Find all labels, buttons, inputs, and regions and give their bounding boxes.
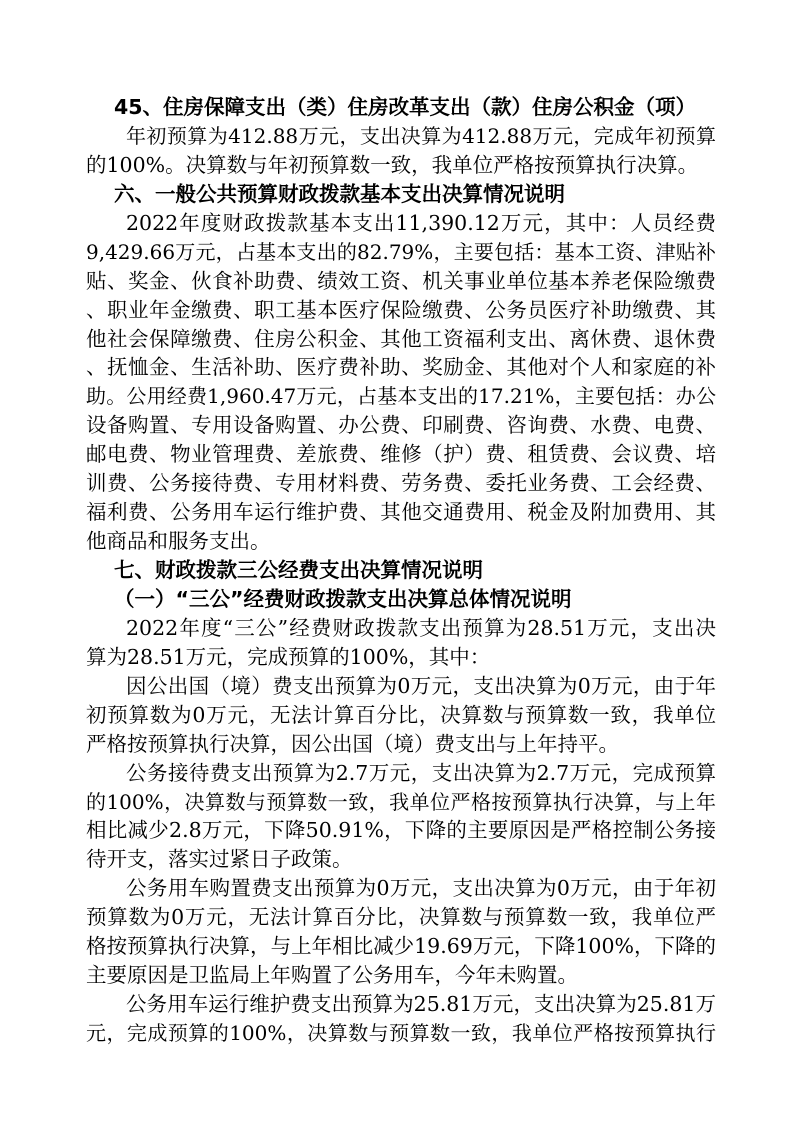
paragraph-first-line: 公务接待费支出预算为2.7万元，支出决算为2.7万元，完成预算 (126, 760, 716, 785)
section-heading: （一）“三公”经费财政拨款支出决算总体情况说明 (114, 586, 572, 611)
paragraph-line: 格按预算执行决算，与上年相比减少19.69万元，下降100%，下降的 (86, 934, 716, 959)
paragraph-first-line: 2022年度“三公”经费财政拨款支出预算为28.51万元，支出决 (126, 615, 716, 640)
section-heading: 45、住房保障支出（类）住房改革支出（款）住房公积金（项） (114, 95, 697, 119)
paragraph-line: 的100%，决算数与预算数一致，我单位严格按预算执行决算，与上年 (86, 789, 716, 814)
paragraph-line: 、职业年金缴费、职工基本医疗保险缴费、公务员医疗补助缴费、其 (86, 297, 716, 322)
paragraph-last-line: 待开支，落实过紧日子政策。 (86, 847, 353, 872)
document-body (86, 93, 716, 1048)
paragraph-line: 设备购置、专用设备购置、办公费、印刷费、咨询费、水费、电费、 (86, 413, 716, 438)
paragraph-last-line: 算为28.51万元，完成预算的100%，其中： (86, 644, 491, 669)
paragraph-line: 元，完成预算的100%，决算数与预算数一致，我单位严格按预算执行 (86, 1021, 716, 1045)
section-heading: 六、一般公共预算财政拨款基本支出决算情况说明 (114, 181, 565, 206)
paragraph-line: 预算数为0万元，无法计算百分比，决算数与预算数一致，我单位严 (86, 905, 716, 930)
paragraph-first-line: 因公出国（境）费支出预算为0万元，支出决算为0万元，由于年 (126, 673, 716, 698)
paragraph-line: 初预算数为0万元，无法计算百分比，决算数与预算数一致，我单位 (86, 702, 716, 727)
paragraph-first-line: 2022年度财政拨款基本支出11,390.12万元，其中：人员经费 (126, 210, 716, 235)
section-heading: 七、财政拨款三公经费支出决算情况说明 (114, 558, 483, 582)
paragraph-line: 9,429.66万元，占基本支出的82.79%，主要包括：基本工资、津贴补 (86, 239, 716, 264)
paragraph-first-line: 公务用车运行维护费支出预算为25.81万元，支出决算为25.81万 (126, 992, 716, 1017)
paragraph-last-line: 的100%。决算数与年初预算数一致，我单位严格按预算执行决算。 (86, 152, 699, 177)
paragraph-line: 训费、公务接待费、专用材料费、劳务费、委托业务费、工会经费、 (86, 471, 716, 496)
paragraph-line: 、抚恤金、生活补助、医疗费补助、奖励金、其他对个人和家庭的补 (86, 355, 716, 380)
paragraph-last-line: 严格按预算执行决算，因公出国（境）费支出与上年持平。 (86, 731, 619, 756)
paragraph-line: 相比减少2.8万元，下降50.91%，下降的主要原因是严格控制公务接 (86, 818, 716, 843)
paragraph-first-line: 年初预算为412.88万元，支出决算为412.88万元，完成年初预算 (126, 123, 716, 148)
paragraph-line: 福利费、公务用车运行维护费、其他交通费用、税金及附加费用、其 (86, 500, 716, 525)
paragraph-line: 他社会保障缴费、住房公积金、其他工资福利支出、离休费、退休费 (86, 326, 716, 351)
paragraph-line: 贴、奖金、伙食补助费、绩效工资、机关事业单位基本养老保险缴费 (86, 268, 716, 293)
paragraph-last-line: 主要原因是卫监局上年购置了公务用车，今年未购置。 (86, 963, 578, 988)
paragraph-line: 邮电费、物业管理费、差旅费、维修（护）费、租赁费、会议费、培 (86, 442, 716, 467)
paragraph-line: 助。公用经费1,960.47万元，占基本支出的17.21%，主要包括：办公 (86, 384, 716, 409)
paragraph-last-line: 他商品和服务支出。 (86, 529, 271, 554)
paragraph-first-line: 公务用车购置费支出预算为0万元，支出决算为0万元，由于年初 (126, 876, 716, 901)
